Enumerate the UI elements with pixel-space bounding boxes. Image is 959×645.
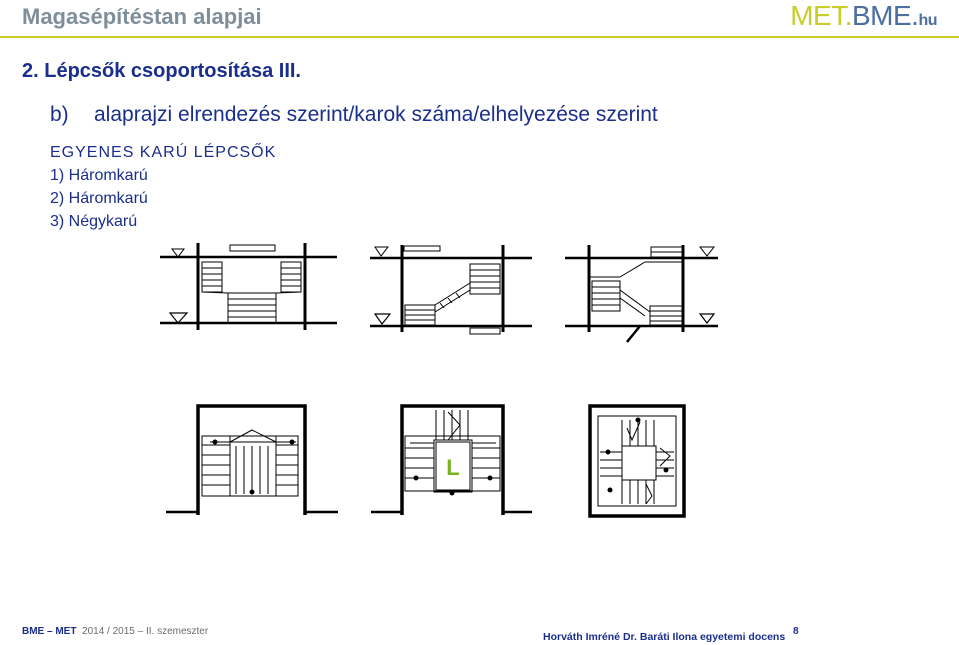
section-title: 2. Lépcsők csoportosítása III. — [22, 60, 301, 82]
footer-term: 2014 / 2015 – II. szemeszter — [82, 626, 209, 637]
page-number: 8 — [793, 626, 799, 637]
plan-drawing-1 — [166, 406, 338, 515]
plan-drawing-3 — [590, 406, 684, 516]
highlight-letter: L — [446, 455, 460, 480]
list-heading: EGYENES KARÚ LÉPCSŐK — [50, 144, 277, 161]
logo-hu: hu — [918, 12, 937, 29]
footer-org: BME – MET — [22, 626, 77, 637]
subtitle-text: alaprajzi elrendezés szerint/karok száma/elhelyezése szerint — [94, 103, 658, 126]
list-item: 1) Háromkarú — [50, 167, 148, 184]
subtitle-marker: b) — [50, 103, 69, 126]
footer-course-info — [22, 626, 208, 637]
list-item: 3) Négykarú — [50, 213, 138, 230]
section-drawing-3 — [565, 245, 718, 342]
logo-met: MET. — [790, 0, 852, 31]
section-drawing-2 — [370, 245, 532, 334]
footer-author: Horváth Imréné Dr. Baráti Ilona egyetemi docens — [543, 631, 786, 643]
list-item: 2) Háromkarú — [50, 190, 148, 207]
section-drawing-1 — [160, 243, 337, 330]
header-title: Magasépítéstan alapjai — [22, 4, 262, 29]
logo-bme: BME. — [851, 0, 919, 31]
